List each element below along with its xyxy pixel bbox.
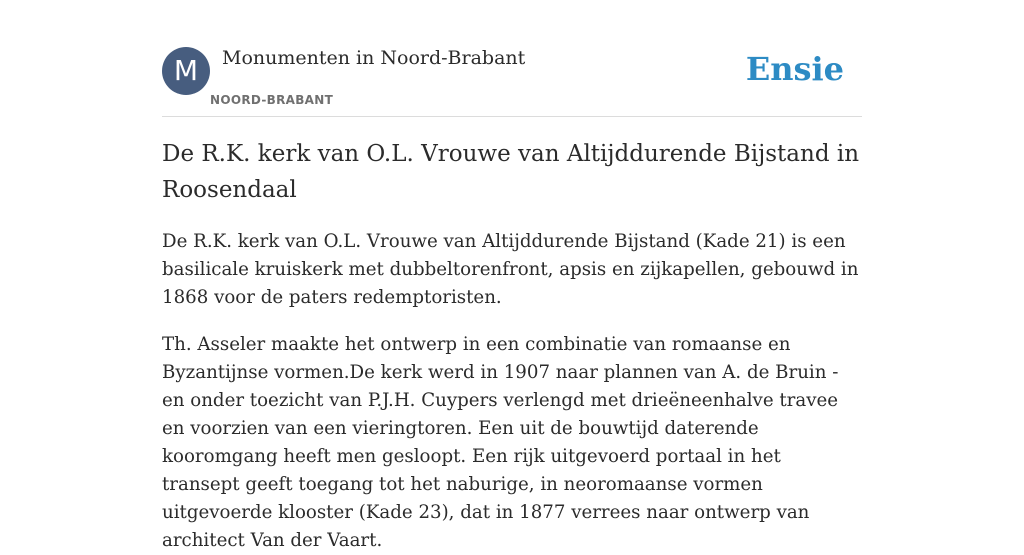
category-link[interactable]: NOORD-BRABANT [210, 93, 334, 107]
article-title: De R.K. kerk van O.L. Vrouwe van Altijddurende Bijstand in Roosendaal [162, 141, 860, 203]
article-paragraph: Th. Asseler maakte het ontwerp in een combinatie van romaanse en Byzantijnse vormen.De kerk werd in 1907 naar plannen van A. de Bruin - en onder toezicht van P.J.H. Cuypers verlengd met drieëneenhalve travee en voorzien van een vieringtoren. Een uit de bouwtijd daterende kooromgang heeft men gesloopt. Een rijk uitgevoerd portaal in het transept geeft toegang tot het naburige, in neoromaanse vormen uitgevoerde klooster (Kade 23), dat in 1877 verrees naar ontwerp van architect Van der Vaart. [162, 334, 839, 551]
article-paragraph: De R.K. kerk van O.L. Vrouwe van Altijddurende Bijstand (Kade 21) is een basilicale kruiskerk met dubbeltorenfront, apsis en zijkapellen, gebouwd in 1868 voor de paters redemptoristen. [162, 231, 859, 308]
site-title-link[interactable]: Monumenten in Noord-Brabant [222, 47, 526, 69]
header [162, 46, 862, 117]
avatar[interactable]: M [162, 47, 210, 95]
ensie-logo[interactable]: Ensie [745, 50, 844, 88]
